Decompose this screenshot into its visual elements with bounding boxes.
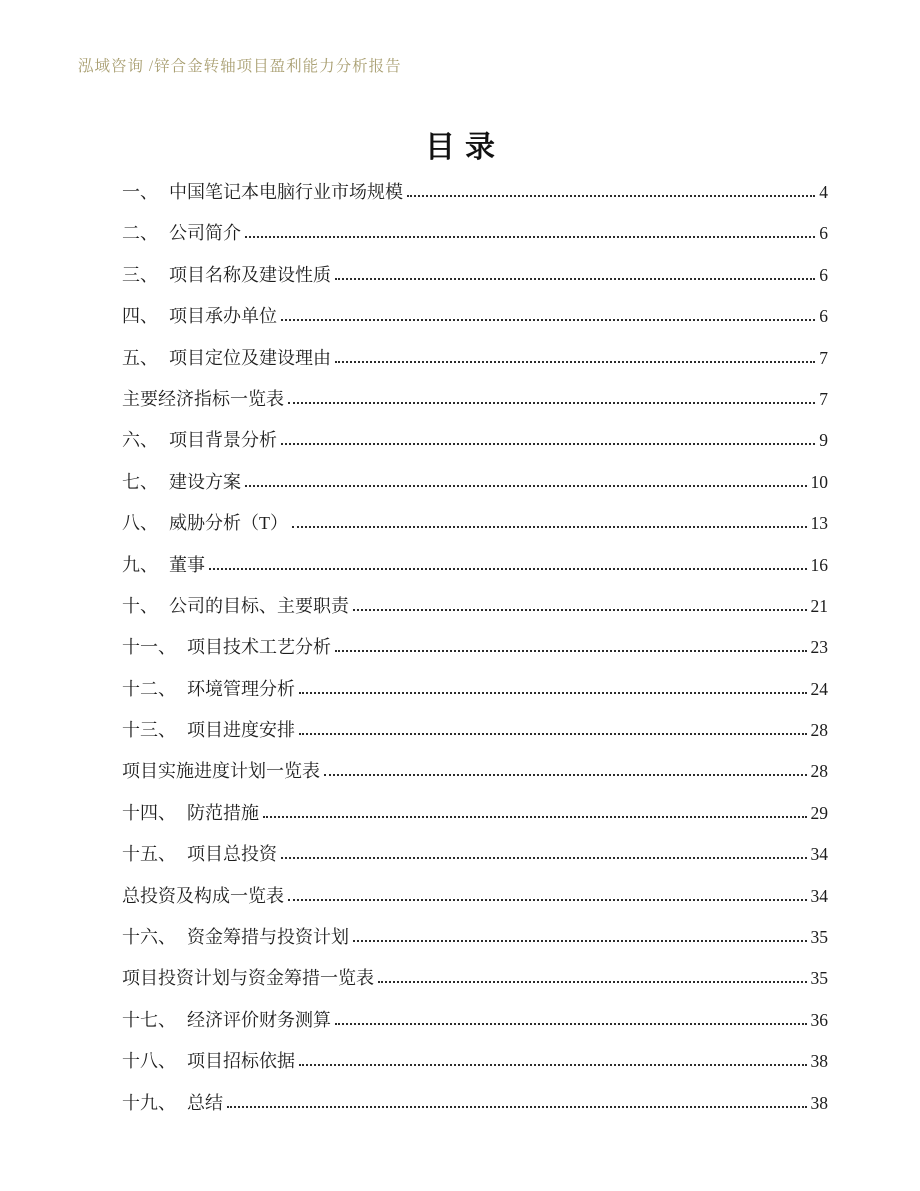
toc-page-number: 21 [810,595,828,616]
toc-entry-number: 六、 [122,430,158,451]
toc-dots-leader [209,568,807,570]
toc-list [122,172,828,1124]
toc-entry[interactable] [122,586,828,627]
toc-page-number: 4 [819,182,828,202]
toc-entry-label: 项目招标依据 [187,1051,295,1072]
toc-page-number: 7 [819,388,828,409]
toc-entry[interactable] [122,669,828,710]
toc-dots-leader [288,899,807,901]
toc-dots-leader [292,526,807,528]
toc-entry[interactable] [122,255,828,296]
toc-entry-number: 十三、 [122,720,176,741]
toc-entry[interactable] [122,876,828,917]
toc-dots-leader [299,733,807,735]
toc-entry[interactable] [122,793,828,834]
toc-entry-label: 项目投资计划与资金筹措一览表 [122,968,374,989]
toc-entry[interactable] [122,379,828,420]
toc-page-number: 16 [810,554,828,575]
toc-dots-leader [324,774,807,776]
toc-dots-leader [288,402,815,404]
toc-entry[interactable] [122,917,828,958]
toc-page-number: 28 [810,761,828,782]
document-header: 泓域咨询 /锌合金转轴项目盈利能力分析报告 [78,58,402,75]
toc-entry[interactable] [122,503,828,544]
toc-dots-leader [245,236,815,238]
toc-dots-leader [353,940,807,942]
toc-entry[interactable] [122,172,828,213]
toc-entry[interactable] [122,834,828,875]
toc-dots-leader [299,692,807,694]
toc-entry-label: 项目实施进度计划一览表 [122,761,320,782]
toc-entry-label: 资金筹措与投资计划 [187,927,349,948]
toc-entry-number: 一、 [122,182,158,202]
toc-entry-label: 主要经济指标一览表 [122,388,284,409]
toc-page-number: 7 [819,347,828,368]
toc-entry-number: 五、 [122,347,158,368]
toc-entry-number: 八、 [122,513,158,534]
toc-entry-number: 十六、 [122,927,176,948]
toc-page-number: 35 [810,968,828,989]
toc-dots-leader [281,857,807,859]
toc-entry[interactable] [122,420,828,461]
toc-entry-label: 环境管理分析 [187,678,295,699]
toc-page-number: 24 [810,678,828,699]
toc-entry-label: 公司的目标、主要职责 [169,595,349,616]
toc-dots-leader [407,195,815,197]
toc-entry[interactable] [122,1000,828,1041]
toc-entry-label: 威胁分析（T） [169,513,288,534]
toc-entry-number: 四、 [122,306,158,327]
toc-entry-number: 十五、 [122,844,176,865]
toc-entry-label: 项目名称及建设性质 [169,264,331,285]
toc-entry[interactable] [122,627,828,668]
toc-dots-leader [335,278,815,280]
toc-page-number: 38 [810,1051,828,1072]
toc-entry[interactable] [122,296,828,337]
toc-page-number: 34 [810,844,828,865]
toc-entry-number: 十八、 [122,1051,176,1072]
toc-entry-number: 二、 [122,223,158,244]
toc-page-number: 6 [819,264,828,285]
toc-entry[interactable] [122,462,828,503]
toc-dots-leader [378,981,807,983]
toc-entry[interactable] [122,710,828,751]
toc-entry-label: 项目定位及建设理由 [169,347,331,368]
toc-page-number: 10 [810,471,828,492]
toc-dots-leader [281,443,815,445]
toc-entry-label: 防范措施 [187,802,259,823]
toc-entry-label: 项目背景分析 [169,430,277,451]
toc-entry-label: 项目技术工艺分析 [187,637,331,658]
toc-dots-leader [335,361,815,363]
toc-entry-label: 总结 [187,1092,223,1113]
toc-entry-label: 中国笔记本电脑行业市场规模 [169,182,403,202]
toc-entry-label: 董事 [169,554,205,575]
toc-dots-leader [299,1064,807,1066]
toc-page-number: 6 [819,306,828,327]
toc-page-number: 29 [810,802,828,823]
toc-entry-label: 总投资及构成一览表 [122,885,284,906]
toc-dots-leader [353,609,807,611]
toc-page-number: 36 [810,1009,828,1030]
toc-entry[interactable] [122,213,828,254]
toc-dots-leader [245,485,807,487]
toc-entry-number: 七、 [122,471,158,492]
toc-page-number: 13 [810,513,828,534]
toc-dots-leader [281,319,815,321]
toc-page-number: 38 [810,1092,828,1113]
toc-entry-label: 项目总投资 [187,844,277,865]
toc-page-number: 34 [810,885,828,906]
toc-title: 目录 [425,131,505,164]
toc-entry-number: 十四、 [122,802,176,823]
toc-entry[interactable] [122,338,828,379]
toc-dots-leader [335,1023,807,1025]
toc-entry[interactable] [122,1083,828,1124]
toc-page-number: 28 [810,720,828,741]
toc-entry[interactable] [122,1041,828,1082]
toc-page-number: 9 [819,430,828,451]
toc-entry[interactable] [122,545,828,586]
toc-page-number: 35 [810,927,828,948]
toc-page-number: 6 [819,223,828,244]
toc-entry-number: 十、 [122,595,158,616]
toc-entry-number: 三、 [122,264,158,285]
toc-entry-label: 公司简介 [169,223,241,244]
toc-entry[interactable] [122,958,828,999]
toc-entry-label: 建设方案 [169,471,241,492]
toc-dots-leader [263,816,807,818]
toc-entry[interactable] [122,751,828,792]
toc-entry-label: 经济评价财务测算 [187,1009,331,1030]
toc-dots-leader [227,1106,807,1108]
toc-entry-number: 九、 [122,554,158,575]
toc-entry-number: 十一、 [122,637,176,658]
toc-entry-label: 项目进度安排 [187,720,295,741]
toc-entry-number: 十九、 [122,1092,176,1113]
toc-page-number: 23 [810,637,828,658]
toc-dots-leader [335,650,807,652]
toc-entry-number: 十二、 [122,678,176,699]
toc-entry-number: 十七、 [122,1009,176,1030]
toc-entry-label: 项目承办单位 [169,306,277,327]
